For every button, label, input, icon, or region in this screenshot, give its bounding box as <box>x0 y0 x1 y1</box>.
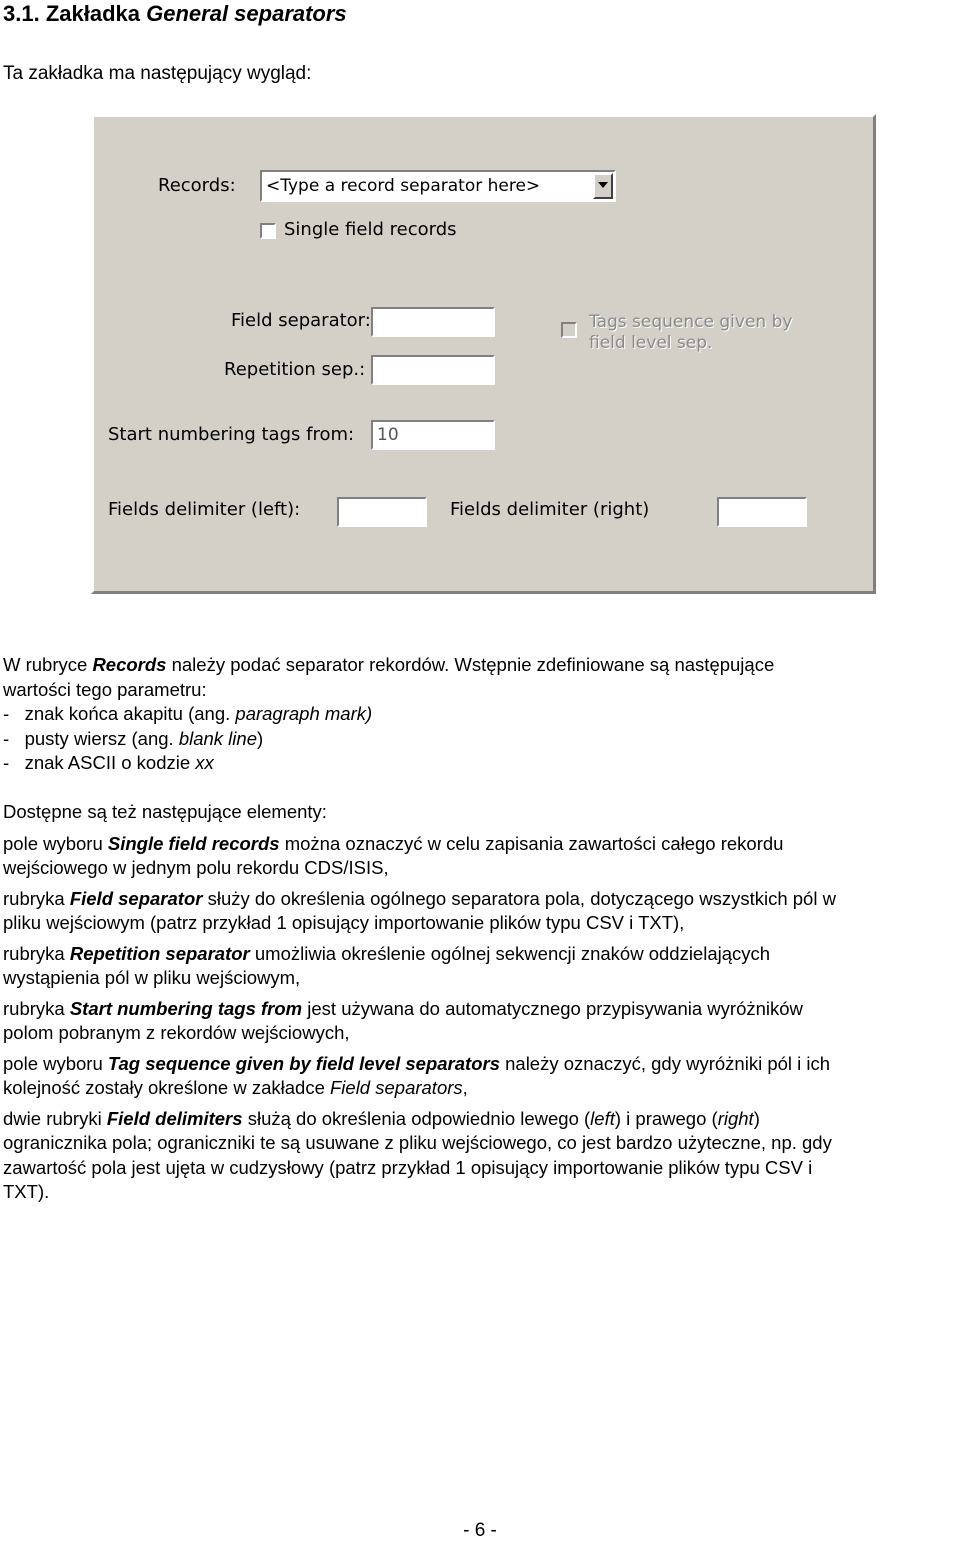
repetition-sep-label: Repetition sep.: <box>224 359 366 380</box>
element-description <box>3 997 960 1022</box>
text-run: ) <box>753 1108 760 1129</box>
records-label: Records: <box>158 175 236 196</box>
general-separators-dialog <box>91 114 876 594</box>
text-run-emphasis: Repetition separator <box>69 943 250 964</box>
element-description-cont <box>3 1076 960 1101</box>
fields-delimiter-right-label: Fields delimiter (right) <box>450 499 650 520</box>
tags-sequence-label <box>589 312 792 354</box>
text-run: służą do określenia odpowiednio lewego ( <box>242 1108 591 1129</box>
text-run: służy do określenia ogólnego separatora pola, dotyczącego wszystkich pól w <box>202 888 836 909</box>
element-description <box>3 887 960 912</box>
records-combobox-value: <Type a record separator here> <box>266 176 541 196</box>
text-run: należy oznaczyć, gdy wyróżniki pól i ich <box>499 1053 831 1074</box>
single-field-records-checkbox[interactable] <box>260 223 276 239</box>
text-run: - pusty wiersz (ang. <box>3 728 179 749</box>
text-run: dwie rubryki <box>3 1108 107 1129</box>
fields-delimiter-right-input[interactable] <box>717 497 807 527</box>
start-numbering-label: Start numbering tags from: <box>108 424 355 445</box>
text-run: pole wyboru <box>3 833 108 854</box>
element-description-cont: polom pobranym z rekordów wejściowych, <box>3 1022 350 1043</box>
records-combobox[interactable] <box>260 170 616 202</box>
text-run: rubryka <box>3 943 70 964</box>
fields-delimiter-left-label: Fields delimiter (left): <box>108 499 301 520</box>
text-run: jest używana do automatycznego przypisywania wyróżników <box>302 998 803 1019</box>
element-description <box>3 1107 960 1132</box>
text-run-emphasis: Tag sequence given by field level separators <box>107 1053 500 1074</box>
element-description <box>3 832 960 857</box>
text-run-italic: right <box>717 1108 754 1129</box>
element-description-cont: wejściowego w jednym polu rekordu CDS/ISIS, <box>3 857 389 878</box>
text-run: pole wyboru <box>3 1053 108 1074</box>
tags-sequence-checkbox[interactable] <box>561 322 577 338</box>
text-run-emphasis: Field separator <box>69 888 203 909</box>
text-run: należy podać separator rekordów. Wstępnie zdefiniowane są następujące <box>166 654 775 675</box>
section-heading <box>3 0 347 28</box>
section-title-italic: General separators <box>146 1 347 26</box>
element-description-cont: zawartość pola jest ujęta w cudzysłowy (patrz przykład 1 opisujący importowanie plików typu CSV i <box>3 1157 813 1178</box>
single-field-records-label: Single field records <box>284 219 457 240</box>
element-description-cont: pliku wejściowym (patrz przykład 1 opisujący importowanie plików typu CSV i TXT), <box>3 912 685 933</box>
text-run-emphasis: Start numbering tags from <box>69 998 303 1019</box>
text-run: - znak końca akapitu (ang. <box>3 703 236 724</box>
text-run-emphasis: Single field records <box>107 833 280 854</box>
section-number: 3.1. <box>3 1 40 26</box>
element-description <box>3 942 960 967</box>
text-run-italic: Field separators <box>330 1077 463 1098</box>
text-run-italic: xx <box>195 752 214 773</box>
text-run-emphasis: Records <box>92 654 167 675</box>
text-run: umożliwia określenie ogólnej sekwencji znaków oddzielających <box>249 943 771 964</box>
text-run-italic: blank line <box>178 728 257 749</box>
text-run: ) i prawego ( <box>614 1108 718 1129</box>
list-item <box>3 727 960 752</box>
intro-text: Ta zakładka ma następujący wygląd: <box>3 63 312 84</box>
element-description-cont: TXT). <box>3 1181 50 1202</box>
text-run-emphasis: Field delimiters <box>106 1108 243 1129</box>
text-run: można oznaczyć w celu zapisania zawartości całego rekordu <box>279 833 784 854</box>
tags-sequence-label-line1: Tags sequence given by <box>589 312 793 332</box>
text-run: - znak ASCII o kodzie <box>3 752 196 773</box>
elements-intro: Dostępne są też następujące elementy: <box>3 801 327 822</box>
section-title: Zakładka <box>45 1 140 26</box>
records-description-line1 <box>3 653 960 678</box>
text-run-italic: left <box>590 1108 615 1129</box>
page-number: - 6 - <box>463 1520 497 1541</box>
text-run: W rubryce <box>3 654 93 675</box>
element-description-cont: wystąpienia pól w pliku wejściowym, <box>3 967 301 988</box>
field-separator-label: Field separator: <box>231 310 371 331</box>
repetition-sep-input[interactable] <box>371 355 495 385</box>
tags-sequence-label-line2: field level sep. <box>589 333 713 353</box>
list-item <box>3 702 960 727</box>
text-run: rubryka <box>3 888 70 909</box>
text-run: rubryka <box>3 998 70 1019</box>
element-description-cont: ogranicznika pola; ograniczniki te są usuwane z pliku wejściowego, co jest bardzo użyteczne, np. gdy <box>3 1132 832 1153</box>
list-item <box>3 751 960 776</box>
text-run: ) <box>256 728 264 749</box>
records-description-line2: wartości tego parametru: <box>3 679 207 700</box>
text-run: kolejność zostały określone w zakładce <box>3 1077 330 1098</box>
field-separator-input[interactable] <box>371 307 495 337</box>
text-run-italic: paragraph mark) <box>235 703 373 724</box>
fields-delimiter-left-input[interactable] <box>337 497 427 527</box>
element-description <box>3 1052 960 1077</box>
start-numbering-input[interactable]: 10 <box>371 420 495 450</box>
chevron-down-icon[interactable] <box>593 173 613 199</box>
text-run: , <box>462 1077 468 1098</box>
